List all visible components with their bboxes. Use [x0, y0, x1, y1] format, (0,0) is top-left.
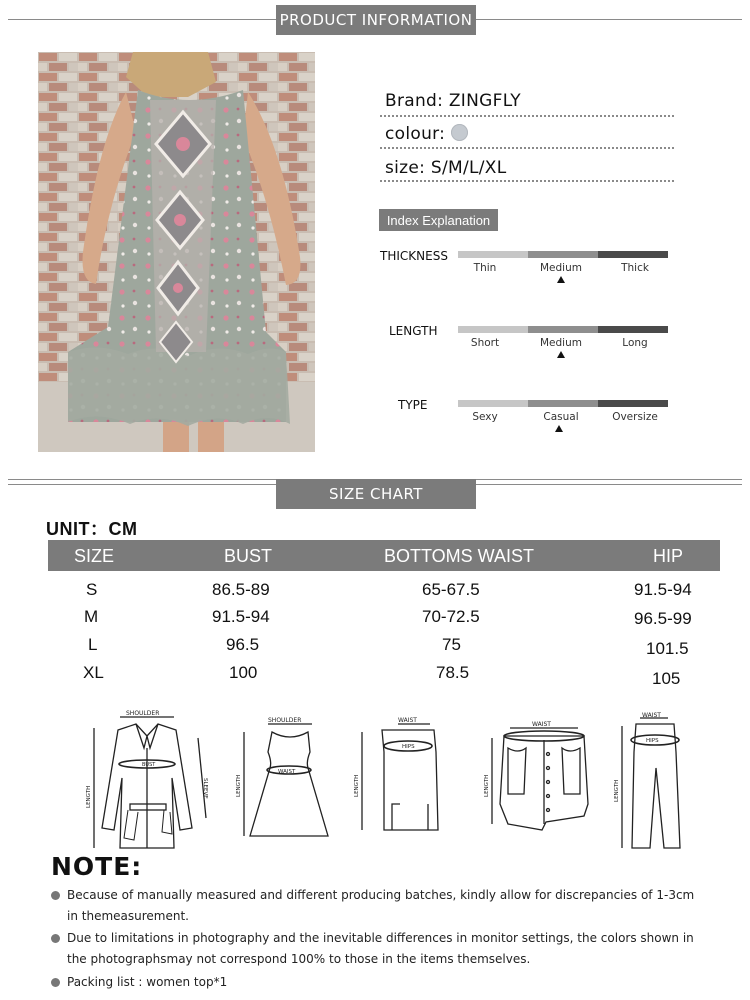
index-explanation-tag: Index Explanation	[379, 209, 498, 231]
shoulder-label: SHOULDER	[126, 710, 160, 717]
size-text: size: S/M/L/XL	[385, 158, 507, 178]
brand-divider	[380, 115, 674, 117]
column-bust: BUST	[224, 546, 273, 566]
size-table-header	[48, 540, 720, 571]
bullet-icon	[51, 891, 60, 900]
size-divider	[380, 180, 674, 182]
top-divider-right	[476, 19, 742, 20]
column-hip: HIP	[653, 546, 684, 566]
length-option-short: Short	[470, 337, 500, 349]
dress-length-label: LENGTH	[236, 774, 242, 797]
cell-hip: 96.5-99	[634, 609, 692, 628]
colour-label: colour:	[385, 124, 446, 144]
bullet-icon	[51, 934, 60, 943]
thickness-selected-marker	[557, 276, 565, 283]
note-text: Due to limitations in photography and the inevitable differences in monitor settings, the colors shown in the photographsmay not correspond 100% to those in the items themselves.	[67, 931, 694, 966]
skirt-hips-label: HIPS	[402, 744, 415, 750]
cell-size: L	[88, 635, 98, 654]
product-photo	[38, 52, 315, 452]
type-option-casual: Casual	[543, 411, 579, 423]
type-option-oversize: Oversize	[612, 411, 658, 423]
cell-size: M	[84, 607, 99, 626]
cell-size: S	[86, 580, 98, 599]
denim-length-label: LENGTH	[484, 774, 490, 797]
shirt-measurement-diagram	[78, 708, 218, 853]
cell-waist: 65-67.5	[422, 580, 480, 599]
cell-bust: 100	[229, 663, 258, 682]
note-text: Because of manually measured and different producing batches, kindly allow for discrepancies of 1-3cm in themeasurement.	[67, 888, 695, 923]
skirt-length-label: LENGTH	[354, 774, 360, 797]
thickness-option-medium: Medium	[540, 262, 582, 274]
cell-hip: 101.5	[646, 639, 689, 658]
cell-size: XL	[83, 663, 104, 682]
denim-waist-label: WAIST	[532, 721, 551, 728]
skirt-waist-label: WAIST	[398, 717, 417, 724]
cell-waist: 75	[442, 635, 461, 654]
skirt-measurement-diagram	[348, 712, 448, 847]
column-size: SIZE	[74, 546, 115, 566]
thickness-label: THICKNESS	[380, 249, 448, 263]
unit-label: UNIT：CM	[46, 519, 138, 539]
pants-length-label: LENGTH	[614, 779, 620, 802]
cell-bust: 96.5	[226, 635, 260, 654]
cell-waist: 78.5	[436, 663, 470, 682]
brand-text: Brand: ZINGFLY	[385, 91, 521, 111]
cell-bust: 91.5-94	[212, 607, 270, 626]
list-item	[51, 928, 701, 970]
cell-hip: 91.5-94	[634, 580, 692, 599]
size-chart-header: SIZE CHART	[276, 479, 476, 509]
list-item	[51, 885, 701, 927]
top-divider-left	[8, 19, 276, 20]
length-scale-bar	[458, 326, 668, 333]
length-label-shirt: LENGTH	[86, 785, 92, 808]
colour-row	[385, 124, 675, 144]
thickness-option-thick: Thick	[621, 262, 649, 274]
column-bottoms-waist: BOTTOMS WAIST	[384, 546, 535, 566]
type-label: TYPE	[398, 398, 428, 412]
type-option-sexy: Sexy	[472, 411, 498, 423]
dress-shoulder-label: SHOULDER	[268, 717, 302, 724]
pants-measurement-diagram	[610, 712, 700, 852]
colour-divider	[380, 147, 674, 149]
thickness-scale-bar	[458, 251, 668, 258]
length-selected-marker	[557, 351, 565, 358]
bullet-icon	[51, 978, 60, 987]
pants-hips-label: HIPS	[646, 738, 659, 744]
thickness-option-thin: Thin	[473, 262, 497, 274]
type-scale-bar	[458, 400, 668, 407]
cell-bust: 86.5-89	[212, 580, 270, 599]
note-title: NOTE:	[51, 852, 143, 881]
bust-label: BUST	[142, 762, 156, 768]
sleeve-label: SLEEVE	[202, 778, 208, 799]
colour-swatch[interactable]	[451, 124, 468, 141]
cell-waist: 70-72.5	[422, 607, 480, 626]
dress-measurement-diagram	[232, 712, 342, 847]
pants-waist-label: WAIST	[642, 712, 661, 719]
note-text: Packing list : women top*1	[67, 975, 228, 989]
denim-skirt-measurement-diagram	[474, 712, 604, 847]
length-label: LENGTH	[389, 324, 438, 338]
length-option-medium: Medium	[540, 337, 582, 349]
product-information-header: PRODUCT INFORMATION	[276, 5, 476, 35]
type-selected-marker	[555, 425, 563, 432]
length-option-long: Long	[622, 337, 648, 349]
list-item	[51, 972, 701, 993]
dress-waist-label: WAIST	[278, 769, 296, 775]
cell-hip: 105	[652, 669, 681, 688]
